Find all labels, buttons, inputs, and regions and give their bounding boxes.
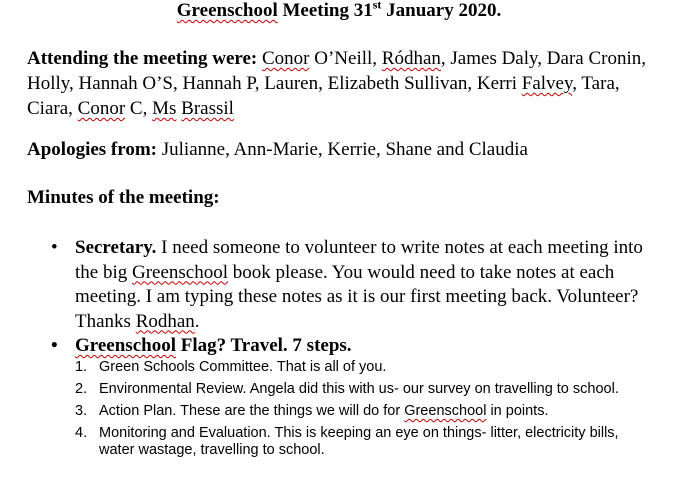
name-brassil: Brassil (181, 98, 234, 119)
greenschool-word: Greenschool (75, 335, 176, 356)
greenschool-word: Greenschool (132, 261, 229, 283)
name-conor: Conor (262, 48, 310, 69)
title-text: Meeting 31 (277, 0, 373, 21)
bullet-item-flag: • Greenschool Flag? Travel. 7 steps. (27, 334, 667, 359)
apologies-paragraph (27, 137, 667, 162)
apologies-text: Julianne, Ann-Marie, Kerrie, Shane and Claudia (157, 139, 528, 160)
bullet-glyph: • (51, 335, 58, 356)
list-item: 3. Action Plan. These are the things we will do for Greenschool in points. (75, 403, 549, 419)
attending-paragraph: Attending the meeting were: Conor O’Neill, Ródhan, James Daly, Dara Cronin, Holly, Hannah O’S, Hannah P, Lauren, Elizabeth Sullivan, Kerri Falvey, Tara, Ciara, Conor C, Ms Brassil (27, 48, 646, 119)
name-ms: Ms (152, 98, 177, 119)
apologies-label: Apologies from: (27, 139, 157, 160)
name-conor-c: Conor (77, 98, 126, 119)
title-word: Greenschool (176, 0, 278, 21)
bullet-list (27, 236, 667, 359)
title-superscript: st (372, 0, 382, 12)
name-rodhan: Ródhan (381, 48, 441, 69)
list-item: 2. Environmental Review. Angela did this with us- our survey on travelling to school. (75, 381, 619, 397)
document-title (0, 0, 678, 22)
greenschool-word: Greenschool (404, 403, 487, 419)
bullet-item-secretary: • Secretary. I need someone to volunteer to write notes at each meeting into the big Greenschool book please. You would need to take notes at each meeting. I am typing these notes as it is our first meeting back. Volunteer? Thanks Rodhan. (51, 237, 643, 332)
list-item: 4. Monitoring and Evaluation. This is keeping an eye on things- litter, electricity bills, water wastage, travelling to school. (75, 425, 619, 458)
name-falvey: Falvey (521, 73, 573, 94)
minutes-heading: Minutes of the meeting: (27, 187, 220, 208)
secretary-label: Secretary. (75, 237, 157, 258)
attending-label: Attending the meeting were: (27, 48, 258, 69)
bullet-glyph: • (51, 237, 58, 258)
title-rest: January 2020. (381, 0, 502, 21)
list-item: 1. Green Schools Committee. That is all of you. (75, 359, 387, 375)
steps-list (75, 359, 655, 464)
name-rodhan-thanks: Rodhan (135, 310, 195, 332)
